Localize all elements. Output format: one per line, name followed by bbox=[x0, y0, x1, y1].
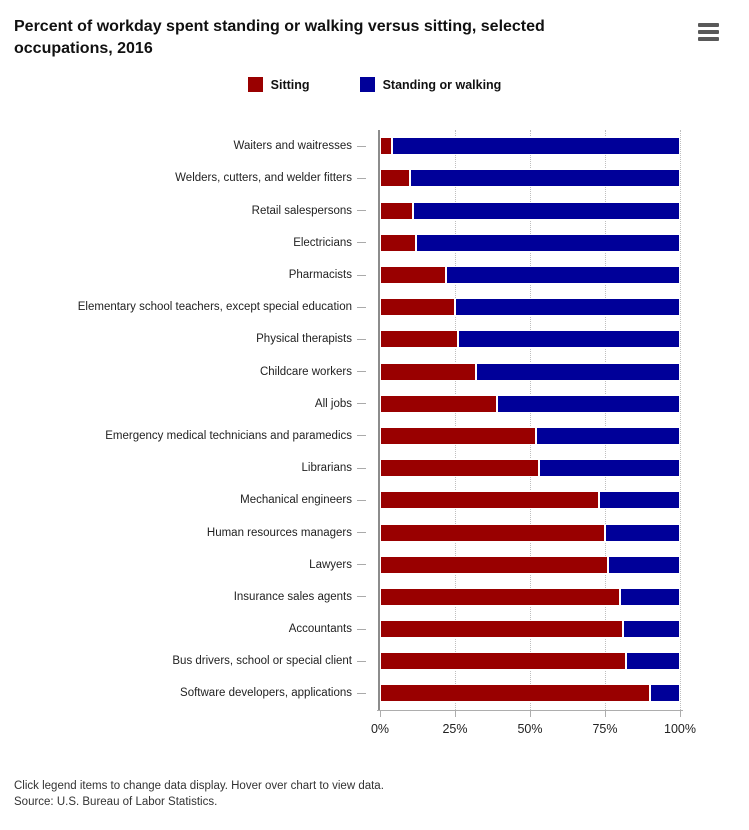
x-axis-tick-label: 25% bbox=[442, 722, 468, 737]
bar-row bbox=[0, 645, 749, 677]
standing-bar-segment[interactable] bbox=[455, 298, 680, 316]
sitting-bar-segment[interactable] bbox=[380, 652, 626, 670]
standing-bar-segment[interactable] bbox=[605, 524, 680, 542]
category-tick bbox=[357, 275, 366, 276]
stacked-bar-chart bbox=[0, 130, 749, 752]
category-tick bbox=[357, 371, 366, 372]
bar-track bbox=[380, 202, 680, 220]
category-tick bbox=[357, 307, 366, 308]
bar-row bbox=[0, 677, 749, 709]
legend-label: Sitting bbox=[270, 77, 310, 92]
legend-label: Standing or walking bbox=[382, 77, 502, 92]
sitting-bar-segment[interactable] bbox=[380, 266, 446, 284]
bar-track bbox=[380, 137, 680, 155]
standing-bar-segment[interactable] bbox=[626, 652, 680, 670]
menu-bar bbox=[698, 23, 719, 27]
sitting-bar-segment[interactable] bbox=[380, 363, 476, 381]
standing-swatch-icon bbox=[360, 77, 375, 92]
bar-track bbox=[380, 588, 680, 606]
sitting-bar-segment[interactable] bbox=[380, 524, 605, 542]
bar-track bbox=[380, 524, 680, 542]
bar-row bbox=[0, 388, 749, 420]
bar-track bbox=[380, 395, 680, 413]
category-tick bbox=[357, 178, 366, 179]
bar-track bbox=[380, 684, 680, 702]
legend-item-sitting[interactable] bbox=[248, 77, 310, 92]
standing-bar-segment[interactable] bbox=[620, 588, 680, 606]
category-label: Elementary school teachers, except special education bbox=[77, 301, 352, 314]
bar-track bbox=[380, 363, 680, 381]
category-tick bbox=[357, 661, 366, 662]
category-tick bbox=[357, 468, 366, 469]
category-tick bbox=[357, 210, 366, 211]
category-label: Human resources managers bbox=[206, 526, 352, 539]
standing-bar-segment[interactable] bbox=[539, 459, 680, 477]
bar-row bbox=[0, 130, 749, 162]
category-label: Physical therapists bbox=[256, 333, 352, 346]
category-label: Bus drivers, school or special client bbox=[172, 655, 352, 668]
category-label: Waiters and waitresses bbox=[233, 140, 352, 153]
x-axis-tick-label: 75% bbox=[592, 722, 618, 737]
category-label: Retail salespersons bbox=[251, 204, 352, 217]
sitting-bar-segment[interactable] bbox=[380, 330, 458, 348]
category-label: Librarians bbox=[301, 462, 352, 475]
bar-track bbox=[380, 556, 680, 574]
bar-row bbox=[0, 195, 749, 227]
category-label: Accountants bbox=[288, 623, 352, 636]
hamburger-menu-icon[interactable] bbox=[698, 23, 719, 41]
category-label: Mechanical engineers bbox=[240, 494, 352, 507]
bar-track bbox=[380, 330, 680, 348]
bar-row bbox=[0, 613, 749, 645]
category-label: Software developers, applications bbox=[180, 687, 352, 700]
sitting-bar-segment[interactable] bbox=[380, 395, 497, 413]
category-tick bbox=[357, 596, 366, 597]
standing-bar-segment[interactable] bbox=[446, 266, 680, 284]
sitting-bar-segment[interactable] bbox=[380, 684, 650, 702]
header bbox=[0, 0, 749, 59]
category-tick bbox=[357, 693, 366, 694]
bar-row bbox=[0, 356, 749, 388]
category-label: All jobs bbox=[314, 397, 352, 410]
category-label: Insurance sales agents bbox=[233, 590, 352, 603]
standing-bar-segment[interactable] bbox=[497, 395, 680, 413]
category-tick bbox=[357, 146, 366, 147]
chart-title: Percent of workday spent standing or walking versus sitting, selected occupations, 2016 bbox=[14, 18, 545, 57]
sitting-swatch-icon bbox=[248, 77, 263, 92]
legend-item-standing-or-walking[interactable] bbox=[360, 77, 502, 92]
x-axis-tick bbox=[530, 711, 531, 717]
bar-track bbox=[380, 652, 680, 670]
sitting-bar-segment[interactable] bbox=[380, 459, 539, 477]
sitting-bar-segment[interactable] bbox=[380, 427, 536, 445]
bar-track bbox=[380, 427, 680, 445]
category-label: Lawyers bbox=[309, 558, 352, 571]
category-label: Emergency medical technicians and paramedics bbox=[105, 429, 352, 442]
category-tick bbox=[357, 532, 366, 533]
category-label: Childcare workers bbox=[259, 365, 352, 378]
legend bbox=[0, 77, 749, 92]
standing-bar-segment[interactable] bbox=[608, 556, 680, 574]
footer-source: Source: U.S. Bureau of Labor Statistics. bbox=[14, 796, 218, 809]
sitting-bar-segment[interactable] bbox=[380, 234, 416, 252]
bar-track bbox=[380, 234, 680, 252]
bar-row bbox=[0, 581, 749, 613]
x-axis-tick-label: 50% bbox=[517, 722, 543, 737]
standing-bar-segment[interactable] bbox=[392, 137, 680, 155]
bar-row bbox=[0, 259, 749, 291]
sitting-bar-segment[interactable] bbox=[380, 491, 599, 509]
sitting-bar-segment[interactable] bbox=[380, 137, 392, 155]
sitting-bar-segment[interactable] bbox=[380, 202, 413, 220]
bar-track bbox=[380, 169, 680, 187]
bar-row bbox=[0, 516, 749, 548]
category-label: Electricians bbox=[293, 236, 352, 249]
standing-bar-segment[interactable] bbox=[476, 363, 680, 381]
bar-row bbox=[0, 162, 749, 194]
bar-row bbox=[0, 323, 749, 355]
bar-rows bbox=[0, 130, 749, 709]
x-axis-tick bbox=[380, 711, 381, 717]
bar-row bbox=[0, 484, 749, 516]
x-axis-tick-label: 100% bbox=[664, 722, 696, 737]
category-tick bbox=[357, 629, 366, 630]
category-label: Pharmacists bbox=[288, 269, 352, 282]
bar-track bbox=[380, 459, 680, 477]
x-axis-labels bbox=[370, 722, 696, 742]
category-tick bbox=[357, 339, 366, 340]
category-tick bbox=[357, 242, 366, 243]
bar-track bbox=[380, 266, 680, 284]
category-tick bbox=[357, 564, 366, 565]
category-label: Welders, cutters, and welder fitters bbox=[175, 172, 352, 185]
sitting-bar-segment[interactable] bbox=[380, 620, 623, 638]
bar-row bbox=[0, 291, 749, 323]
bar-row bbox=[0, 227, 749, 259]
y-axis-line bbox=[378, 130, 380, 711]
bar-row bbox=[0, 452, 749, 484]
bar-row bbox=[0, 549, 749, 581]
sitting-bar-segment[interactable] bbox=[380, 556, 608, 574]
bar-track bbox=[380, 491, 680, 509]
standing-bar-segment[interactable] bbox=[413, 202, 680, 220]
footer bbox=[14, 778, 749, 810]
standing-bar-segment[interactable] bbox=[536, 427, 680, 445]
category-tick bbox=[357, 500, 366, 501]
standing-bar-segment[interactable] bbox=[458, 330, 680, 348]
bar-track bbox=[380, 620, 680, 638]
bar-row bbox=[0, 420, 749, 452]
x-axis-tick bbox=[605, 711, 606, 717]
x-axis-tick bbox=[455, 711, 456, 717]
x-axis-tick-label: 0% bbox=[370, 722, 390, 737]
category-tick bbox=[357, 403, 366, 404]
standing-bar-segment[interactable] bbox=[410, 169, 680, 187]
standing-bar-segment[interactable] bbox=[599, 491, 680, 509]
sitting-bar-segment[interactable] bbox=[380, 298, 455, 316]
bar-track bbox=[380, 298, 680, 316]
sitting-bar-segment[interactable] bbox=[380, 169, 410, 187]
x-axis-tick bbox=[680, 711, 681, 717]
standing-bar-segment[interactable] bbox=[623, 620, 680, 638]
footer-note: Click legend items to change data display. Hover over chart to view data. bbox=[14, 780, 384, 793]
standing-bar-segment[interactable] bbox=[416, 234, 680, 252]
menu-bar bbox=[698, 37, 719, 41]
category-tick bbox=[357, 435, 366, 436]
menu-bar bbox=[698, 30, 719, 34]
standing-bar-segment[interactable] bbox=[650, 684, 680, 702]
sitting-bar-segment[interactable] bbox=[380, 588, 620, 606]
